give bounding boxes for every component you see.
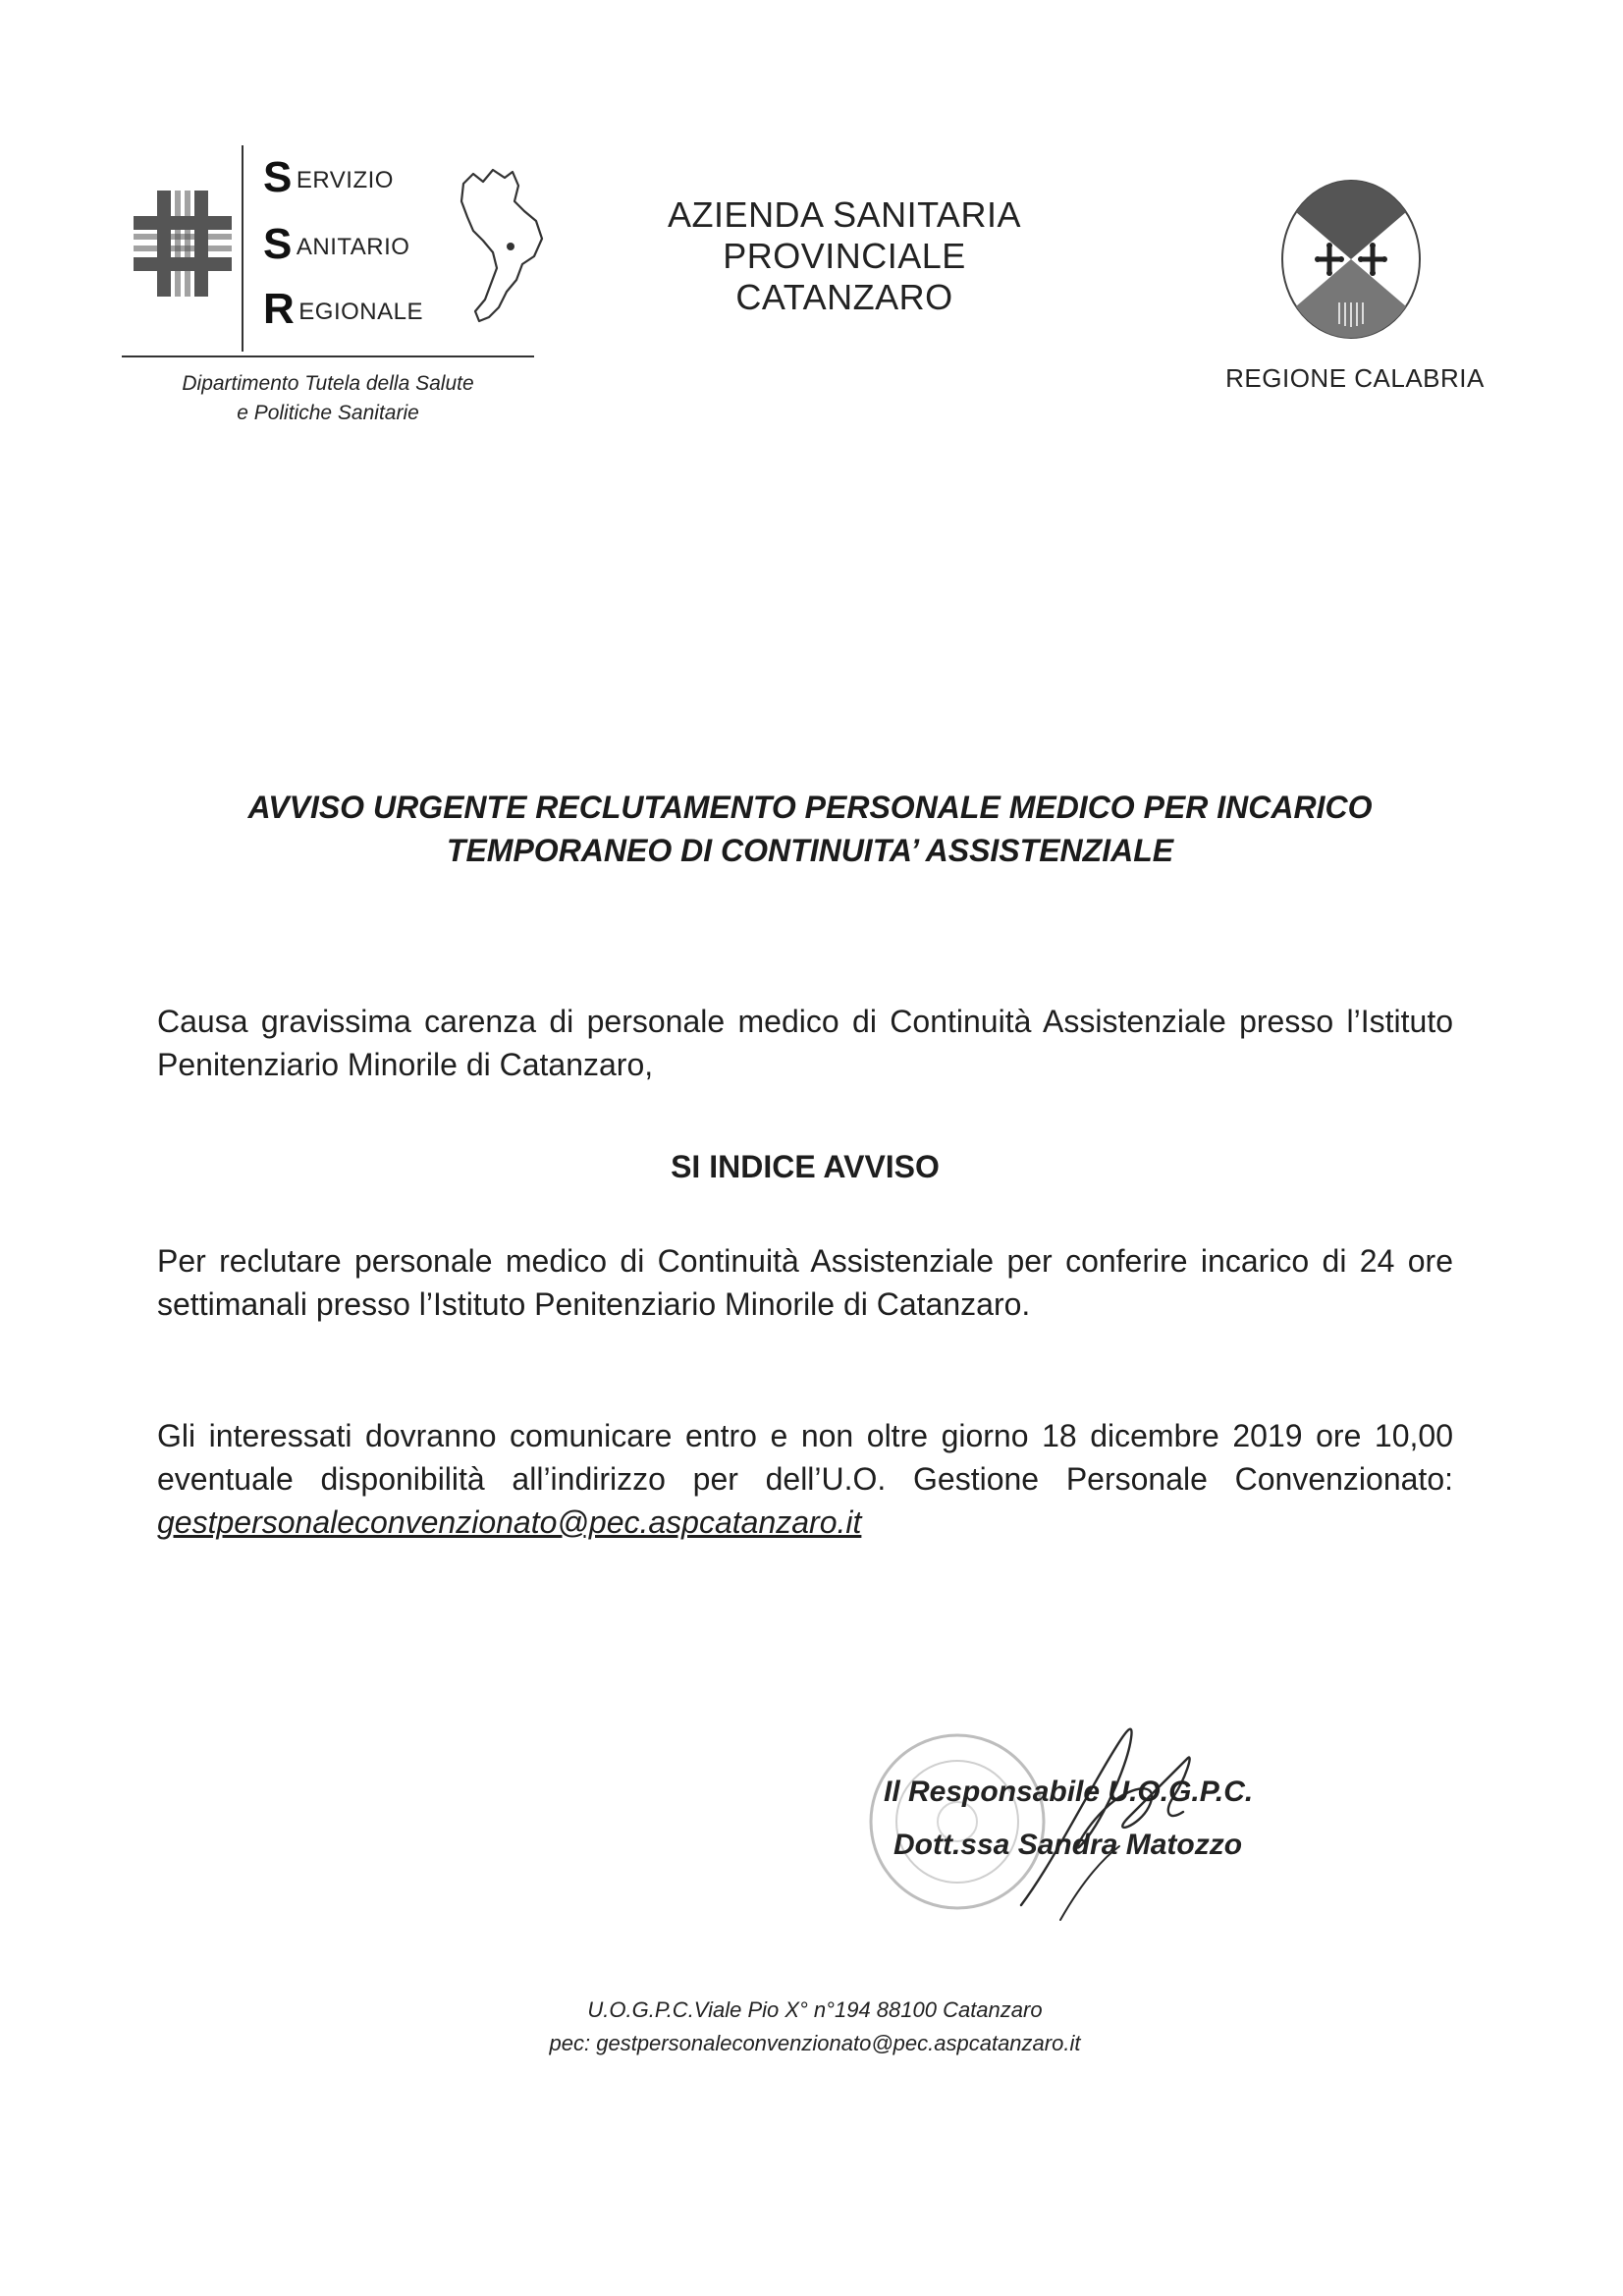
agency-title: AZIENDA SANITARIA PROVINCIALE xyxy=(668,194,1021,276)
cause-paragraph: Causa gravissima carenza di personale medico di Continuità Assistenziale presso l’Istituto Penitenziario Minorile di Catanzaro, xyxy=(157,1004,1453,1082)
recruit-paragraph: Per reclutare personale medico di Continuità Assistenziale per conferire incarico di 24 ore settimanali presso l’Istituto Penitenziario Minorile di Catanzaro. xyxy=(157,1243,1453,1322)
department-line-1: Dipartimento Tutela della Salute xyxy=(182,372,474,395)
signatory-role: Il Responsabile U.O.G.P.C. xyxy=(884,1776,1254,1808)
ssr-initial: S xyxy=(263,220,293,268)
department-caption xyxy=(122,369,534,428)
department-line-2: e Politiche Sanitarie xyxy=(237,402,419,424)
ssr-word: ANITARIO xyxy=(296,234,410,260)
ssr-row-regionale xyxy=(263,285,423,334)
notice-title xyxy=(216,786,1404,872)
deadline-text: Gli interessati dovranno comunicare entro e non oltre giorno 18 dicembre 2019 ore 10,00 eventuale disponibilità all’indirizzo per dell’U.O. Gestione Personale Convenzionato: xyxy=(157,1418,1453,1497)
notice-title-line-2: TEMPORANEO DI CONTINUITA’ ASSISTENZIALE xyxy=(446,833,1174,868)
deadline-paragraph xyxy=(157,1414,1453,1544)
regione-calabria-emblem-icon xyxy=(1278,177,1424,342)
ssr-row-sanitario xyxy=(263,220,409,269)
ssr-divider-vertical xyxy=(242,145,243,352)
ssr-divider-horizontal xyxy=(122,355,534,357)
ssr-word: ERVIZIO xyxy=(296,167,394,193)
ssr-initial: R xyxy=(263,285,296,333)
regione-label: REGIONE CALABRIA xyxy=(1225,363,1485,393)
notice-title-line-1: AVVISO URGENTE RECLUTAMENTO PERSONALE MEDICO PER INCARICO xyxy=(247,790,1373,825)
signatory-name: Dott.ssa Sandra Matozzo xyxy=(893,1829,1243,1861)
indice-avviso-heading: SI INDICE AVVISO xyxy=(671,1149,940,1184)
footer-pec: pec: gestpersonaleconvenzionato@pec.aspcatanzaro.it xyxy=(549,2031,1081,2055)
ssr-cross-logo xyxy=(126,187,240,301)
ssr-row-servizio xyxy=(263,153,394,202)
contact-email-link[interactable]: gestpersonaleconvenzionato@pec.aspcatanzaro.it xyxy=(157,1504,862,1540)
calabria-map-icon xyxy=(454,162,548,329)
footer-address: U.O.G.P.C.Viale Pio X° n°194 88100 Catanzaro xyxy=(587,1997,1043,2022)
ssr-initial: S xyxy=(263,153,293,201)
handwritten-signature-icon xyxy=(962,1699,1257,1935)
agency-city: CATANZARO xyxy=(735,277,953,317)
ssr-word: EGIONALE xyxy=(298,299,423,325)
